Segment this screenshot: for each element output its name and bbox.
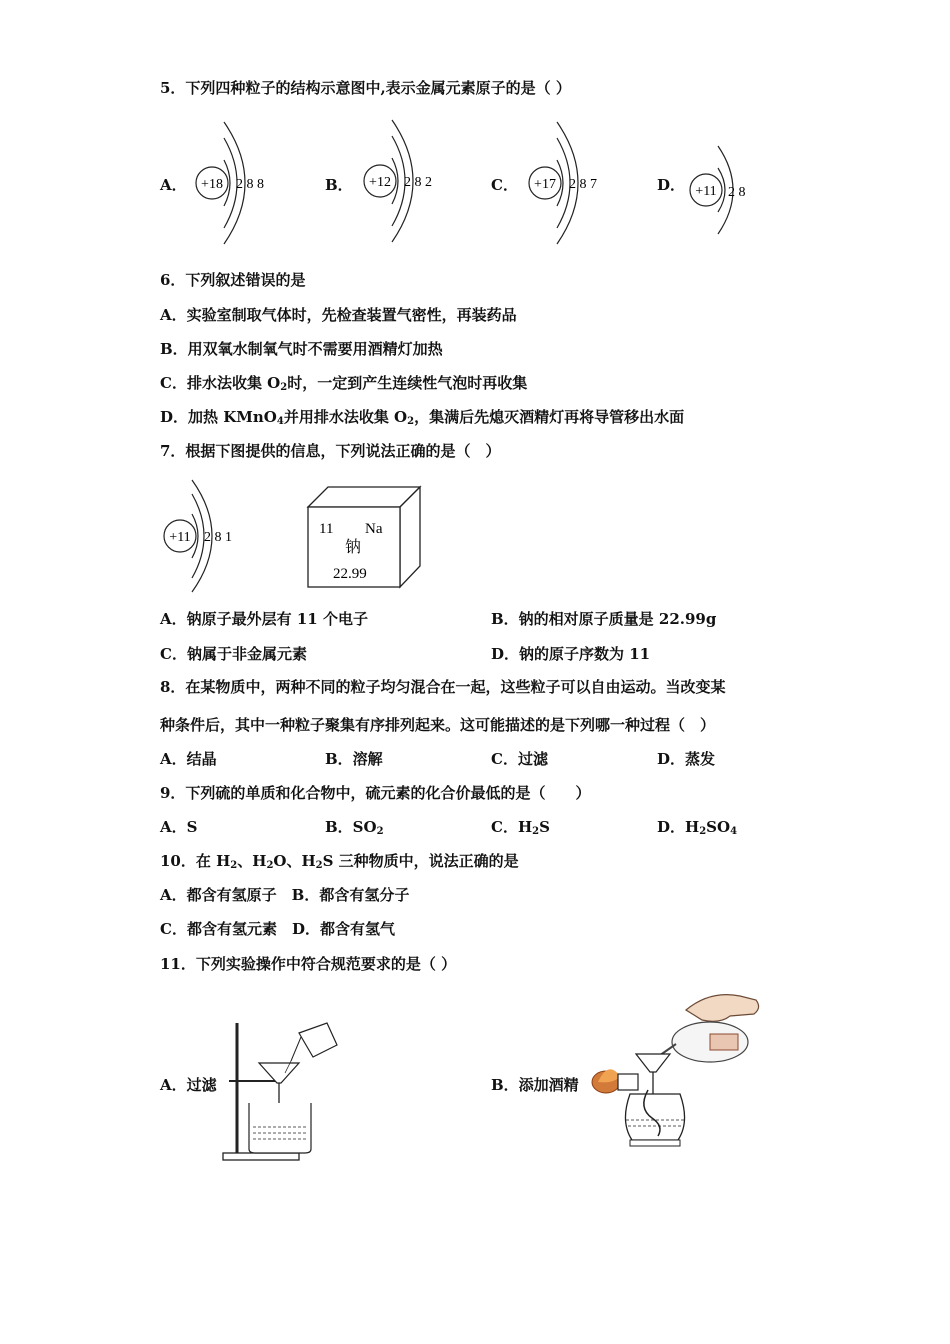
q11-option-b: B．添加酒精 — [491, 1076, 579, 1094]
nucleus-charge: +11 — [695, 184, 717, 199]
q11-question: 11．下列实验操作中符合规范要求的是（ ） — [160, 955, 457, 973]
q7-option-a: A．钠原子最外层有 11 个电子 — [160, 610, 368, 628]
q5-option-d-label: D． — [657, 176, 686, 194]
q5-option-c-label: C． — [491, 176, 518, 194]
q5-option-a-label: A． — [160, 176, 187, 194]
q6-option-a: A．实验室制取气体时，先检查装置气密性，再装药品 — [160, 306, 517, 324]
q6-option-c: C．排水法收集 $O_2$时，一定到产生连续性气泡时再收集 — [160, 374, 528, 393]
q9-option-a: A．S — [160, 818, 198, 836]
atomic-mass: 22.99 — [333, 566, 367, 582]
q8-option-a: A．结晶 — [160, 750, 217, 768]
nucleus-charge: +11 — [169, 530, 191, 545]
q9-question: 9．下列硫的单质和化合物中，硫元素的化合价最低的是（ ） — [160, 784, 591, 802]
q6-option-d: D．加热 KMnO$_4$并用排水法收集 $O_2$，集满后先熄灭酒精灯再将导管移出水面 — [160, 408, 685, 427]
q7-option-d: D．钠的原子序数为 11 — [491, 645, 651, 663]
q6-question: 6．下列叙述错误的是 — [160, 271, 306, 289]
q10-options-cd: C．都含有氢元素 D．都含有氢气 — [160, 920, 395, 938]
nucleus-charge: +18 — [201, 177, 223, 192]
q5-option-d-diagram — [686, 140, 766, 240]
q9-option-b: B．$SO_2$ — [325, 818, 384, 837]
q7-element-card — [305, 484, 425, 590]
element-symbol: Na — [365, 521, 383, 537]
shell-electrons: 2 8 2 — [404, 175, 432, 190]
q5-question: 5．下列四种粒子的结构示意图中,表示金属元素原子的是（ ） — [160, 79, 571, 97]
q7-question: 7．根据下图提供的信息，下列说法正确的是（ ） — [160, 442, 501, 460]
q5-option-b-diagram — [360, 118, 450, 243]
q8-option-c: C．过滤 — [491, 750, 548, 768]
shell-electrons: 2 8 8 — [236, 177, 264, 192]
nucleus-charge: +17 — [534, 177, 556, 192]
q5-option-a-diagram — [192, 120, 282, 245]
q5-option-c-diagram — [525, 120, 615, 245]
q8-option-b: B．溶解 — [325, 750, 383, 768]
q7-option-c: C．钠属于非金属元素 — [160, 645, 307, 663]
q8-question-line2: 种条件后，其中一种粒子聚集有序排列起来。这可能描述的是下列哪一种过程（ ） — [160, 716, 716, 734]
nucleus-charge: +12 — [369, 175, 391, 190]
q10-question: 10．在 $H_2$、$H_2O$、$H_2S$ 三种物质中，说法正确的是 — [160, 852, 519, 871]
shell-electrons: 2 8 1 — [204, 530, 232, 545]
q9-option-d: D．$H_2SO_4$ — [657, 818, 738, 837]
q8-option-d: D．蒸发 — [657, 750, 716, 768]
shell-electrons: 2 8 7 — [569, 177, 597, 192]
q10-options-ab: A．都含有氢原子 B．都含有氢分子 — [160, 886, 410, 904]
filtration-apparatus-illustration — [215, 1015, 345, 1165]
q6-option-b: B．用双氧水制氧气时不需要用酒精灯加热 — [160, 340, 443, 358]
q7-option-b: B．钠的相对原子质量是 22.99g — [491, 610, 717, 628]
q9-option-c: C．$H_2S$ — [491, 818, 550, 837]
element-name: 钠 — [345, 539, 362, 556]
shell-electrons: 2 8 — [728, 185, 746, 200]
q8-question-line1: 8．在某物质中，两种不同的粒子均匀混合在一起，这些粒子可以自由运动。当改变某 — [160, 678, 726, 696]
q7-sodium-atom-diagram — [160, 478, 260, 596]
q11-option-a: A．过滤 — [160, 1076, 217, 1094]
adding-alcohol-illustration — [590, 990, 790, 1165]
atomic-number: 11 — [319, 521, 334, 537]
q5-option-b-label: B． — [325, 176, 353, 194]
